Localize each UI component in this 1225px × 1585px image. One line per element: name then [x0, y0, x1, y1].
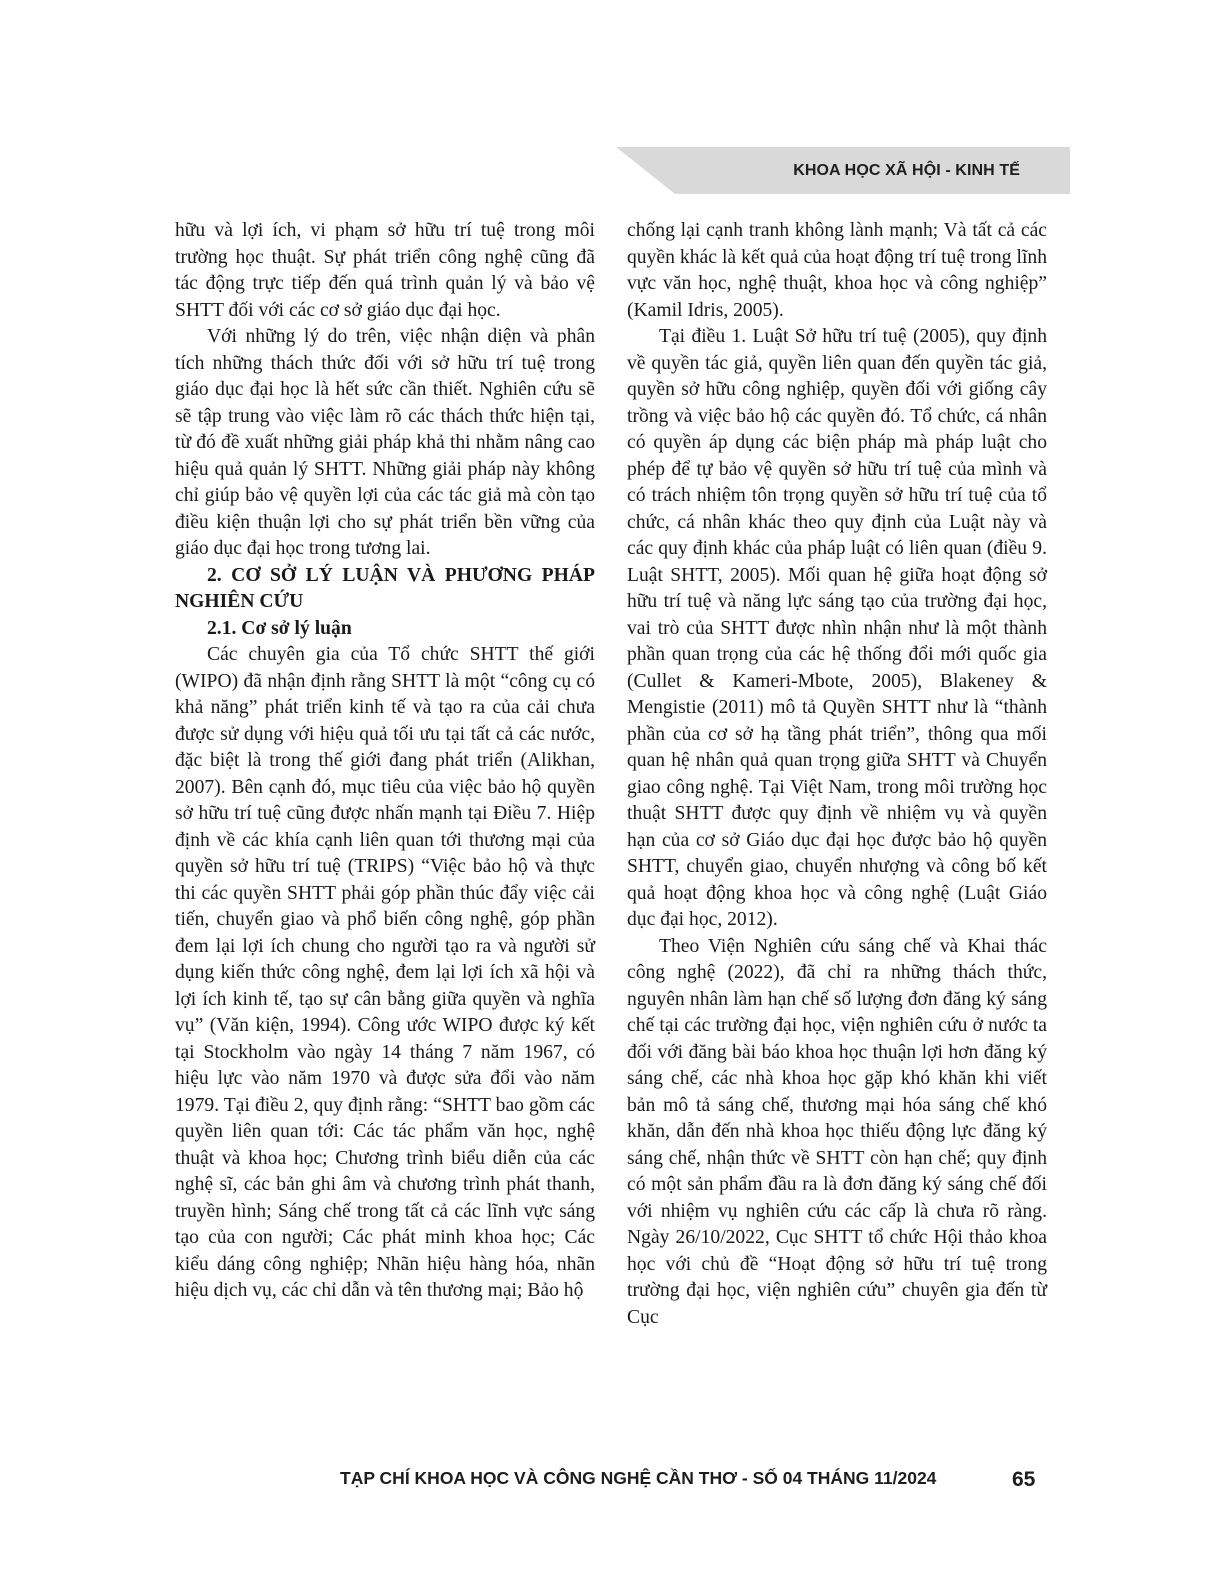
right-column: [627, 218, 1047, 1331]
section-heading: 2. CƠ SỞ LÝ LUẬN VÀ PHƯƠNG PHÁP NGHIÊN CỨU: [175, 564, 595, 612]
paragraph: hữu và lợi ích, vi phạm sở hữu trí tuệ trong môi trường học thuật. Sự phát triển công nghệ cũng đã tác động trực tiếp đến quá trình quản lý và bảo vệ SHTT đối với các cơ sở giáo dục đại học.: [175, 220, 595, 321]
paragraph: Theo Viện Nghiên cứu sáng chế và Khai thác công nghệ (2022), đã chỉ ra những thách thức, nguyên nhân làm hạn chế số lượng đơn đăng ký sáng chế tại các trường đại học, viện nghiên cứu ở nước ta đối với đăng bài báo khoa học thuận lợi hơn đăng ký sáng chế, các nhà khoa học gặp khó khăn khi viết bản mô tả sáng chế, thương mại hóa sáng chế khó khăn, dẫn đến nhà khoa học thiếu động lực đăng ký sáng chế, nhận thức về SHTT còn hạn chế; quy định có một sản phẩm đầu ra là đơn đăng ký sáng chế đối với nhiệm vụ nghiên cứu các cấp là chưa rõ ràng. Ngày 26/10/2022, Cục SHTT tổ chức Hội thảo khoa học với chủ đề “Hoạt động sở hữu trí tuệ trong trường đại học, viện nghiên cứu” chuyên gia đến từ Cục: [627, 935, 1047, 1328]
section-title: KHOA HỌC XÃ HỘI - KINH TẾ: [793, 161, 1020, 179]
page-number: 65: [1012, 1468, 1036, 1491]
subsection-heading: 2.1. Cơ sở lý luận: [207, 617, 352, 639]
journal-footer: TẠP CHÍ KHOA HỌC VÀ CÔNG NGHỆ CẦN THƠ - SỐ 04 THÁNG 11/2024: [340, 1468, 937, 1488]
paragraph: Với những lý do trên, việc nhận diện và phân tích những thách thức đối với sở hữu trí tuệ trong giáo dục đại học là hết sức cần thiết. Nghiên cứu sẽ sẽ tập trung vào việc làm rõ các thách thức hiện tại, từ đó đề xuất những giải pháp khả thi nhằm nâng cao hiệu quả quản lý SHTT. Những giải pháp này không chỉ giúp bảo vệ quyền lợi của các tác giả mà còn tạo điều kiện thuận lợi cho sự phát triển bền vững của giáo dục đại học trong tương lai.: [175, 326, 595, 559]
left-column: [175, 218, 595, 1305]
paragraph: Các chuyên gia của Tổ chức SHTT thế giới (WIPO) đã nhận định rằng SHTT là một “công cụ có khả năng” phát triển kinh tế và tạo ra của cải chưa được sử dụng với hiệu quả tối ưu tại tất cả các nước, đặc biệt là trong thế giới đang phát triển (Alikhan, 2007). Bên cạnh đó, mục tiêu của việc bảo hộ quyền sở hữu trí tuệ cũng được nhấn mạnh tại Điều 7. Hiệp định về các khía cạnh liên quan tới thương mại của quyền sở hữu trí tuệ (TRIPS) “Việc bảo hộ và thực thi các quyền SHTT phải góp phần thúc đẩy việc cải tiến, chuyển giao và phổ biến công nghệ, góp phần đem lại lợi ích chung cho người tạo ra và người sử dụng kiến thức công nghệ, đem lại lợi ích xã hội và lợi ích kinh tế, tạo sự cân bằng giữa quyền và nghĩa vụ” (Văn kiện, 1994). Công ước WIPO được ký kết tại Stockholm vào ngày 14 tháng 7 năm 1967, có hiệu lực vào năm 1970 và được sửa đổi vào năm 1979. Tại điều 2, quy định rằng: “SHTT bao gồm các quyền liên quan tới: Các tác phẩm văn học, nghệ thuật và khoa học; Chương trình biểu diễn của các nghệ sĩ, các bản ghi âm và chương trình phát thanh, truyền hình; Sáng chế trong tất cả các lĩnh vực sáng tạo của con người; Các phát minh khoa học; Các kiểu dáng công nghiệp; Nhãn hiệu hàng hóa, nhãn hiệu dịch vụ, các chỉ dẫn và tên thương mại; Bảo hộ: [175, 644, 595, 1301]
paragraph: chống lại cạnh tranh không lành mạnh; Và tất cả các quyền khác là kết quả của hoạt động trí tuệ trong lĩnh vực văn học, nghệ thuật, khoa học và công nghiệp” (Kamil Idris, 2005).: [627, 220, 1047, 321]
paragraph: Tại điều 1. Luật Sở hữu trí tuệ (2005), quy định về quyền tác giả, quyền liên quan đến quyền tác giả, quyền sở hữu công nghiệp, quyền đối với giống cây trồng và việc bảo hộ các quyền đó. Tổ chức, cá nhân có quyền áp dụng các biện pháp mà pháp luật cho phép để tự bảo vệ quyền sở hữu trí tuệ của mình và có trách nhiệm tôn trọng quyền sở hữu trí tuệ của tổ chức, cá nhân khác theo quy định của Luật này và các quy định khác của pháp luật có liên quan (điều 9. Luật SHTT, 2005). Mối quan hệ giữa hoạt động sở hữu trí tuệ và năng lực sáng tạo của trường đại học, vai trò của SHTT được nhìn nhận như là một thành phần quan trọng của các hệ thống đổi mới quốc gia (Cullet & Kameri-Mbote, 2005), Blakeney & Mengistie (2011) mô tả Quyền SHTT như là “thành phần của cơ sở hạ tầng phát triển”, thông qua mối quan hệ nhân quả quan trọng giữa SHTT và Chuyển giao công nghệ. Tại Việt Nam, trong môi trường học thuật SHTT được quy định về nhiệm vụ và quyền hạn của cơ sở Giáo dục đại học được bảo hộ quyền SHTT, chuyển giao, chuyển nhượng và công bố kết quả hoạt động khoa học và công nghệ (Luật Giáo dục đại học, 2012).: [627, 326, 1047, 930]
